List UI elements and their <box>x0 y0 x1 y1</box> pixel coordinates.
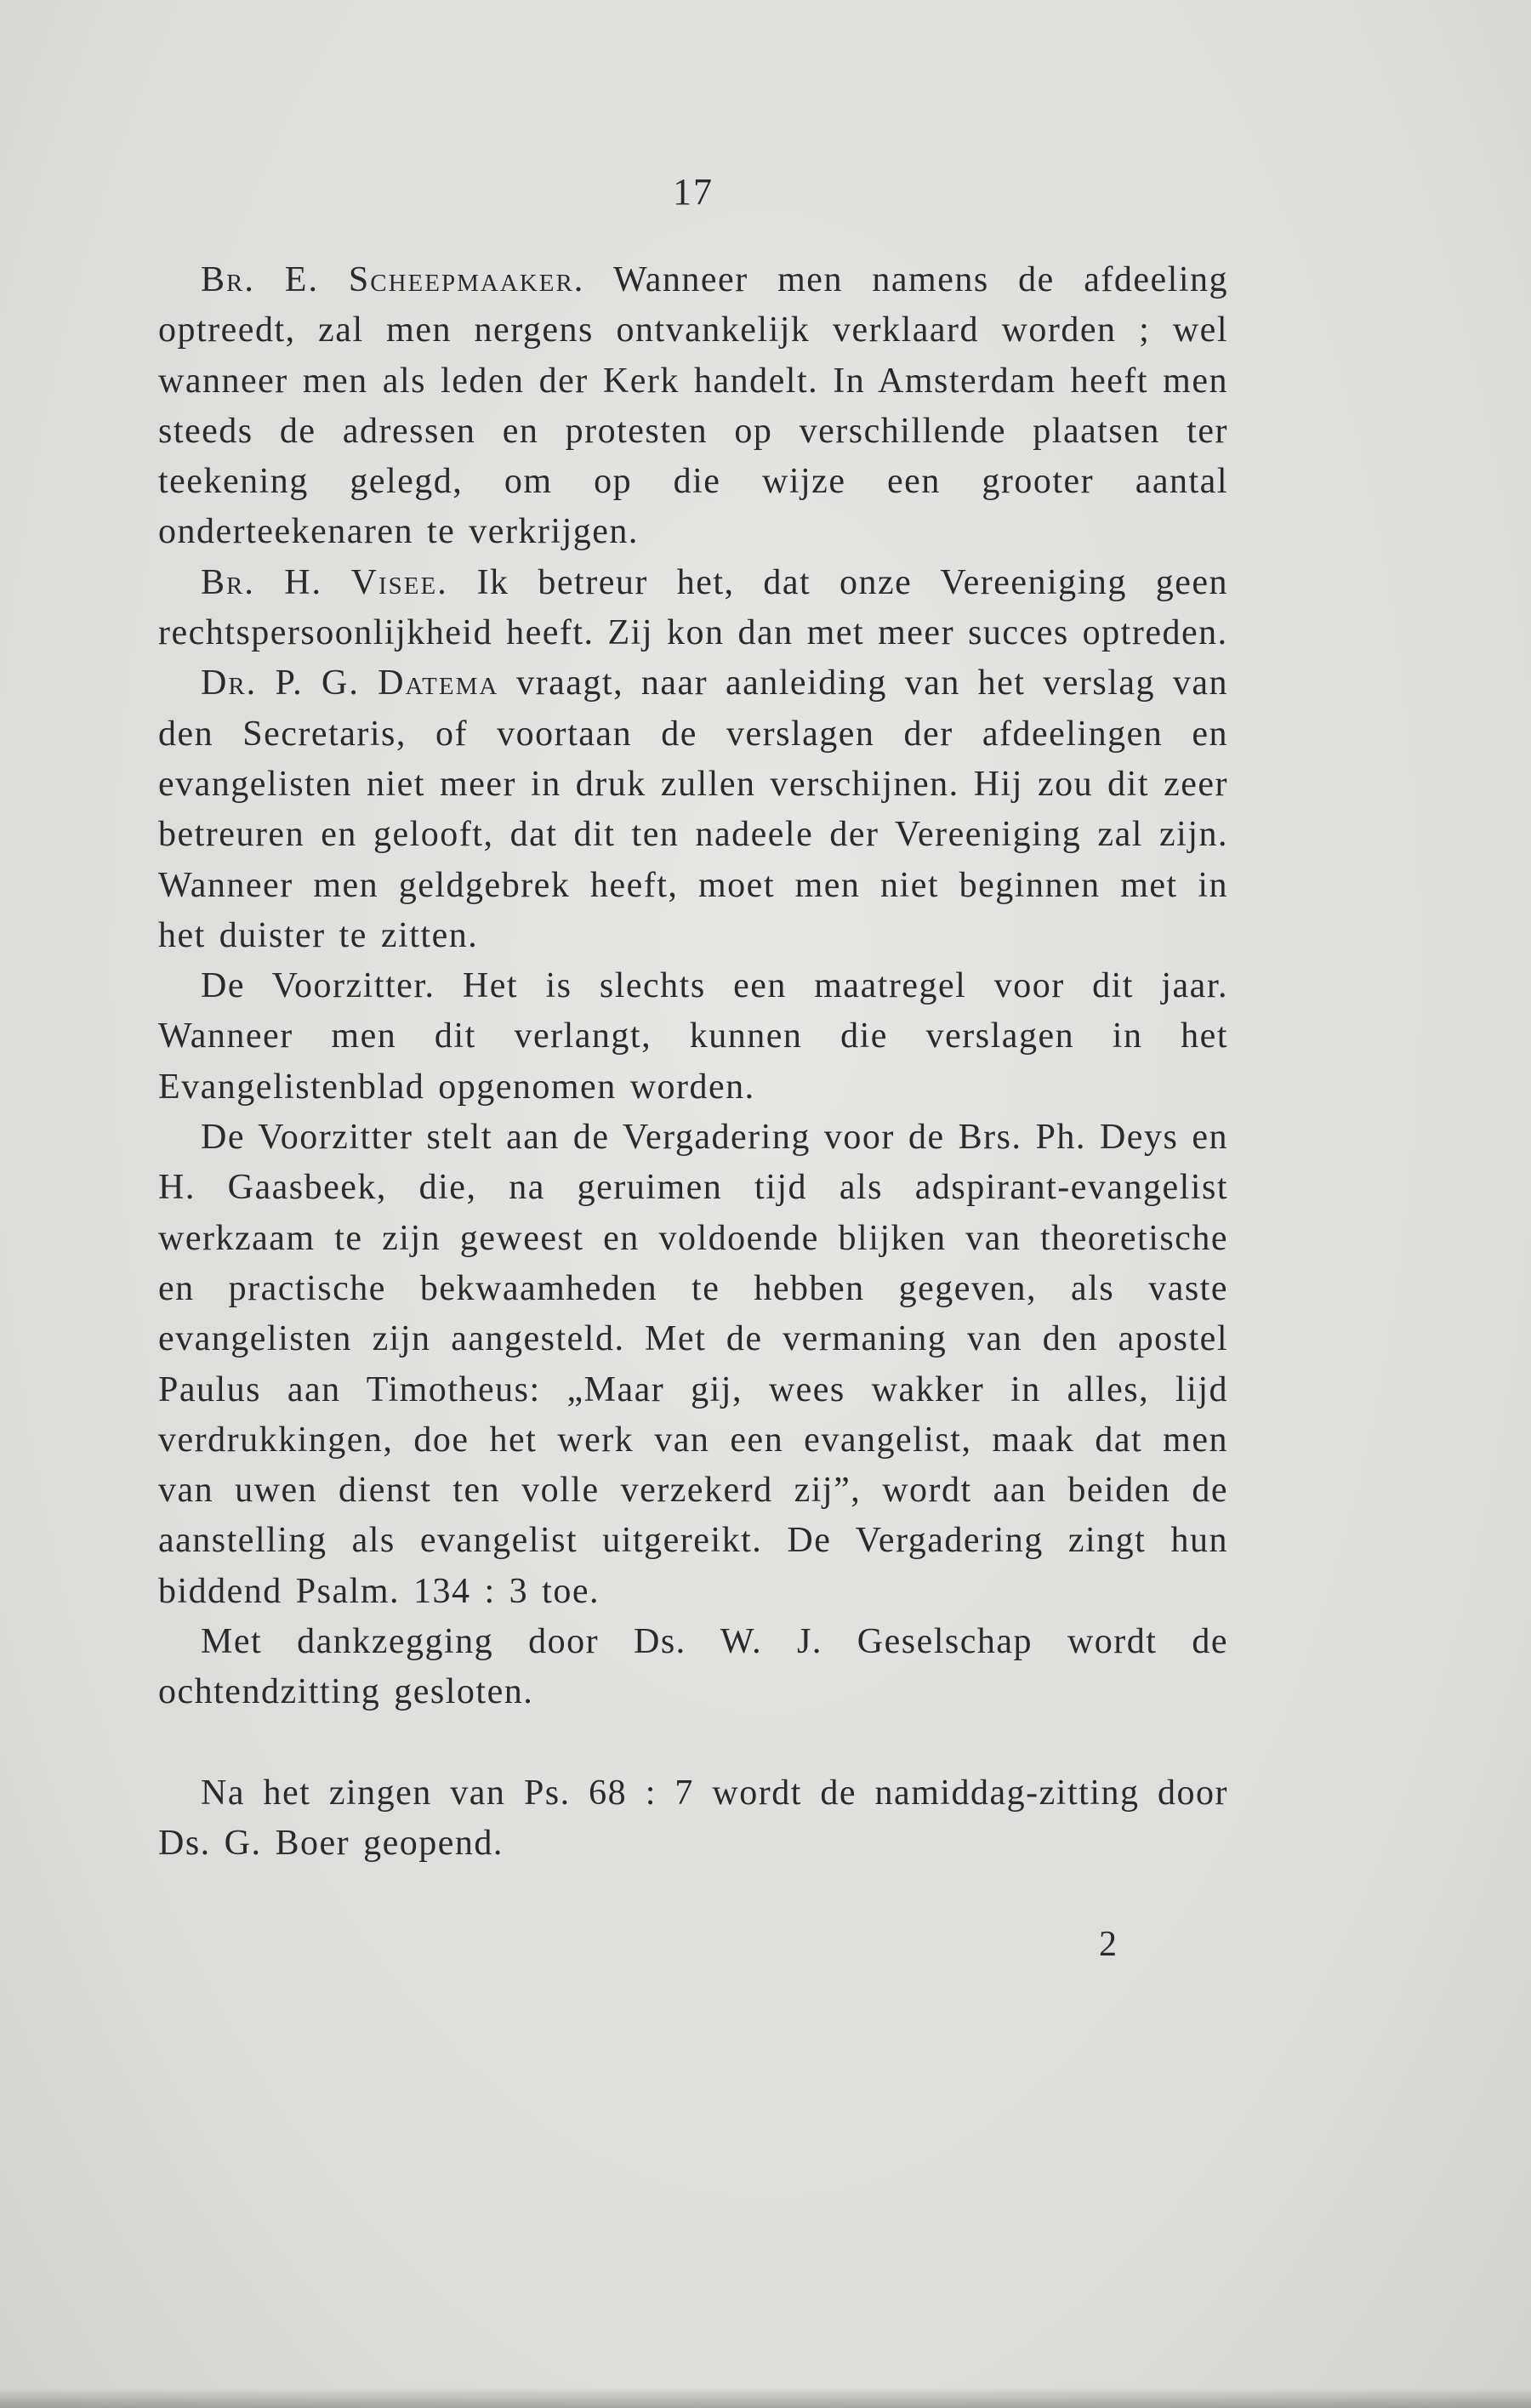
signature-mark: 2 <box>1099 1925 1117 1964</box>
paragraph-text: Wanneer men namens de afdeeling optreedt, zal men nergens ontvankelijk verklaard worden ; wel wanneer men als leden der Kerk handelt. In Amsterdam heeft men steeds de adressen en protesten op verschillende plaatsen ter teekening gelegd, om op die wijze een grooter aantal onderteekenaren te verkrijgen. <box>158 260 1228 552</box>
paragraph-sluiting <box>158 1617 1228 1718</box>
speaker-name: Dr. P. G. Datema <box>201 663 499 703</box>
paragraph-text: De Voorzitter stelt aan de Vergadering voor de Brs. Ph. Deys en H. Gaasbeek, die, na geruimen tijd als adspirant-evangelist werkzaam te zijn geweest en voldoende blijken van theoretische en practische bekwaamheden te hebben gegeven, als vaste evangelisten zijn aangesteld. Met de vermaning van den apostel Paulus aan Timotheus: „Maar gij, wees wakker in alles, lijd verdrukkingen, doe het werk van een evangelist, maak dat men van uwen dienst ten volle verzekerd zij”, wordt aan beiden de aanstelling als evangelist uitgereikt. De Vergadering zingt hun biddend Psalm. 134 : 3 toe. <box>158 1118 1228 1611</box>
paragraph-namiddag <box>158 1768 1228 1870</box>
paragraph-text: vraagt, naar aanleiding van het verslag van den Secretaris, of voortaan de verslagen der afdeelingen en evangelisten niet meer in druk zullen verschijnen. Hij zou dit zeer betreuren en gelooft, dat dit ten nadeele der Vereeniging zal zijn. Wanneer men geldgebrek heeft, moet men niet beginnen met in het duister te zitten. <box>158 663 1228 955</box>
paragraph-text: Ik betreur het, dat onze Vereeniging geen rechtspersoonlijkheid heeft. Zij kon dan met meer succes optreden. <box>158 562 1228 653</box>
paragraph-aanstelling <box>158 1113 1228 1617</box>
page-bottom-edge <box>0 2388 1531 2408</box>
speaker-name: Br. E. Scheepmaaker. <box>201 260 585 299</box>
paragraph-voorzitter <box>158 961 1228 1113</box>
page-number: 17 <box>673 171 714 213</box>
paragraph-text: Met dankzegging door Ds. W. J. Geselschap wordt de ochtendzitting gesloten. <box>158 1622 1228 1712</box>
paragraph-text: Het is slechts een maatregel voor dit jaar. Wanneer men dit verlangt, kunnen die verslagen in het Evangelistenblad opgenomen worden. <box>158 966 1228 1107</box>
paragraph-scheepmaaker <box>158 255 1228 558</box>
paragraph-datema <box>158 658 1228 961</box>
paragraph-text: Na het zingen van Ps. 68 : 7 wordt de namiddag-zitting door Ds. G. Boer geopend. <box>158 1773 1228 1863</box>
paragraph-visee <box>158 558 1228 659</box>
speaker-name: De Voorzitter. <box>201 966 435 1006</box>
body-text <box>158 255 1228 1869</box>
speaker-name: Br. H. Visee. <box>201 562 448 602</box>
